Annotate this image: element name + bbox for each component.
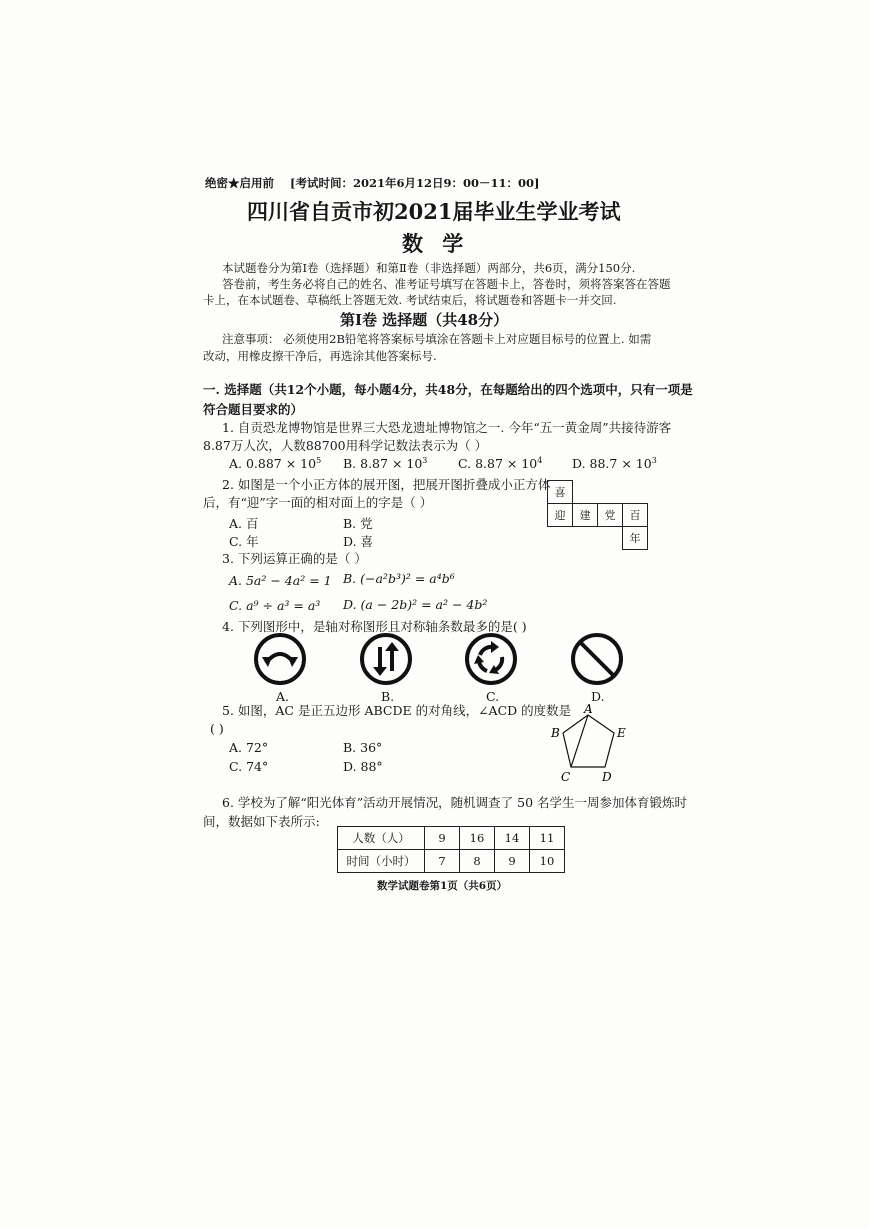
q5-stem-1: 5. 如图，AC 是正五边形 ABCDE 的对角线，∠ACD 的度数是 [222,703,572,718]
notice-line-2: 改动，用橡皮擦干净后，再选涂其他答案标号. [203,349,437,363]
q6-stem-2: 间，数据如下表所示: [203,814,320,829]
table-cell: 7 [425,850,460,873]
q2-option-c: C. 年 [229,534,259,549]
net-cell: 年 [623,527,648,550]
table-row [338,850,565,873]
secret-label: 绝密★启用前 [205,176,274,190]
intro-line-1: 本试题卷分为第Ⅰ卷（选择题）和第Ⅱ卷（非选择题）两部分，共6页，满分150分. [222,261,636,275]
q1-stem-1: 1. 自贡恐龙博物馆是世界三大恐龙遗址博物馆之一. 今年“五一黄金周”共接待游客 [222,420,672,435]
notice-line-1: 注意事项： 必须使用2B铅笔将答案标号填涂在答题卡上对应题目标号的位置上. 如需 [222,332,652,346]
table-cell: 11 [530,827,565,850]
q4-option-b-figure [358,631,414,687]
vertex-label-b: B [551,726,560,740]
q2-option-a: A. 百 [229,516,259,531]
table-cell: 10 [530,850,565,873]
q2-option-d: D. 喜 [343,534,374,549]
exercise-data-table [337,826,565,873]
q3-stem: 3. 下列运算正确的是（ ） [222,551,367,566]
q4-label-d: D. [591,689,605,704]
table-cell: 9 [425,827,460,850]
subject-title: 数 学 [402,231,470,256]
q5-stem-2: ( ) [210,721,224,736]
vertex-label-e: E [617,726,626,740]
table-cell: 8 [460,850,495,873]
q2-option-b: B. 党 [343,516,373,531]
page-footer: 数学试题卷第1页（共6页） [377,880,508,892]
section1-line-1: 一. 选择题（共12个小题，每小题4分，共48分，在每题给出的四个选项中，只有一项是 [203,382,693,397]
pentagon-figure [545,703,630,783]
q1-option-c: C. $8.87 \times 10^4$ [458,456,543,472]
table-cell: 9 [495,850,530,873]
net-cell: 百 [623,504,648,527]
table-cell: 16 [460,827,495,850]
vertex-label-d: D [602,770,612,783]
q3-option-c: C. a⁹ ÷ a³ = a³ [229,598,321,613]
net-cell: 建 [573,504,598,527]
page-title: 四川省自贡市初2021届毕业生学业考试 [247,199,621,224]
q1-option-a: A. $0.887 \times 10^5$ [229,456,322,472]
section1-line-2: 符合题目要求的） [203,402,304,417]
exam-time: [考试时间：2021年6月12日9：00－11：00] [290,176,540,190]
q4-option-d-figure [569,631,625,687]
intro-line-3: 卡上，在本试题卷、草稿纸上答题无效. 考试结束后，将试题卷和答题卡一并交回. [203,293,617,307]
q3-option-d: D. (a − 2b)² = a² − 4b² [343,597,488,612]
row-header: 时间（小时） [338,850,425,873]
q2-stem-1: 2. 如图是一个小正方体的展开图，把展开图折叠成小正方体 [222,477,551,492]
vertex-label-a: A [584,703,593,716]
q4-option-a-figure [252,631,308,687]
q5-option-b: B. 36° [343,740,383,755]
q5-option-d: D. 88° [343,759,383,774]
intro-line-2: 答卷前，考生务必将自己的姓名、准考证号填写在答题卡上，答卷时，须将答案答在答题 [222,277,671,291]
net-cell: 党 [598,504,623,527]
q5-option-c: C. 74° [229,759,269,774]
q3-option-b: B. (−a²b³)² = a⁴b⁶ [343,571,455,586]
net-cell: 喜 [548,481,573,504]
row-header: 人数（人） [338,827,425,850]
q3-option-a: A. 5a² − 4a² = 1 [229,573,332,588]
q4-option-c-figure [463,631,519,687]
table-row [338,827,565,850]
q6-stem-1: 6. 学校为了解“阳光体育”活动开展情况，随机调查了 50 名学生一周参加体育锻炼时 [222,795,688,810]
part1-title: 第Ⅰ卷 选择题（共48分） [340,311,509,329]
q4-label-b: B. [381,689,395,704]
cube-net [547,480,648,550]
q4-label-a: A. [276,689,290,704]
vertex-label-c: C [561,770,571,783]
q1-option-b: B. $8.87 \times 10^3$ [343,456,428,472]
q4-label-c: C. [486,689,500,704]
q4-stem: 4. 下列图形中，是轴对称图形且对称轴条数最多的是( ) [222,619,527,634]
q1-option-d: D. $88.7 \times 10^3$ [572,456,657,472]
net-cell: 迎 [548,504,573,527]
table-cell: 14 [495,827,530,850]
q2-stem-2: 后，有“迎”字一面的相对面上的字是（ ） [203,495,433,510]
q1-stem-2: 8.87万人次，人数88700用科学记数法表示为（ ） [203,438,488,453]
q5-option-a: A. 72° [229,740,269,755]
